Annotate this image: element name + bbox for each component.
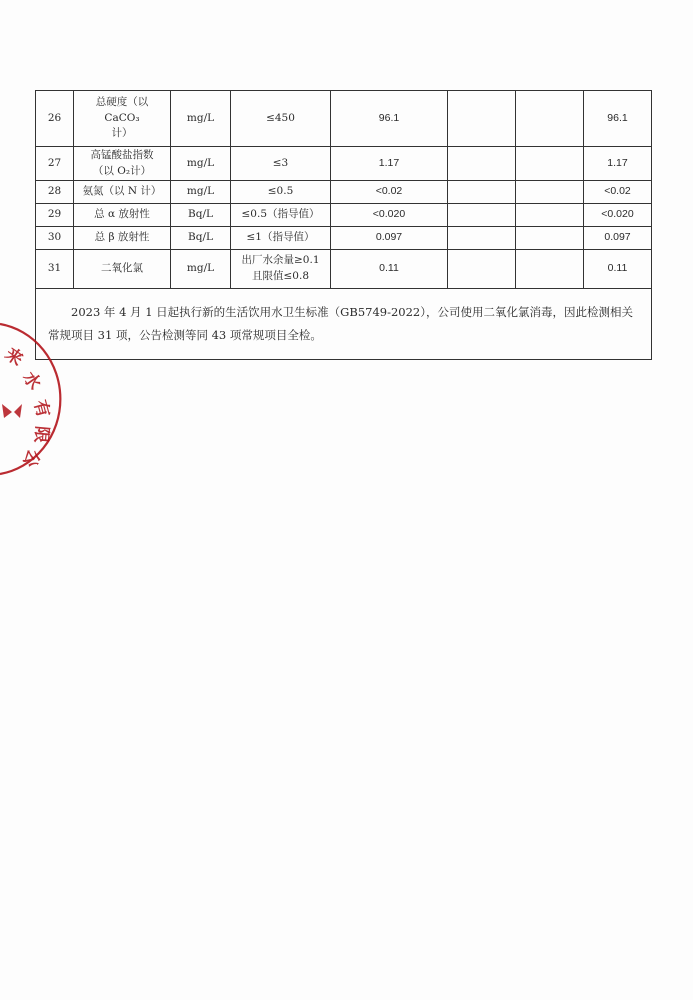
table-row [36,91,652,147]
table-row [36,204,652,227]
result-2 [448,147,516,181]
water-quality-table [35,90,652,360]
seal-char: 水 [18,368,45,394]
row-number: 31 [36,250,74,289]
limit: ≤1（指导值） [231,227,331,250]
seal-char: 有 [29,397,54,420]
result-2 [448,250,516,289]
footnote-text: 2023 年 4 月 1 日起执行新的生活饮用水卫生标准（GB5749-2022），公司使用二氧化氯消毒，因此检测相关常规项目 31 项，公告检测等同 43 项常规项目全检。 [48,305,633,342]
unit: mg/L [171,147,231,181]
result-4: <0.020 [584,204,652,227]
note-row [36,289,652,360]
item-name: 二氧化氯 [74,250,171,289]
result-3 [516,250,584,289]
limit: ≤0.5（指导值） [231,204,331,227]
item-name-line2: （以 O₂计） [92,164,152,177]
table-row [36,227,652,250]
row-number: 27 [36,147,74,181]
unit: mg/L [171,91,231,147]
seal-mark-icon [14,404,22,418]
unit: mg/L [171,181,231,204]
limit-line2: 且限值≤0.8 [252,270,309,282]
item-name-line1: 总硬度（以 CaCO₃ [95,95,149,124]
result-1: <0.02 [331,181,448,204]
limit [231,250,331,289]
table-row [36,181,652,204]
result-2 [448,91,516,147]
limit: ≤450 [231,91,331,147]
limit: ≤0.5 [231,181,331,204]
item-name [74,147,171,181]
row-number: 29 [36,204,74,227]
row-number: 28 [36,181,74,204]
table-row [36,250,652,289]
result-4: <0.02 [584,181,652,204]
unit: Bq/L [171,227,231,250]
result-4: 1.17 [584,147,652,181]
seal-char: 公 [18,446,44,470]
unit: Bq/L [171,204,231,227]
result-4: 96.1 [584,91,652,147]
item-name [74,91,171,147]
table-row [36,147,652,181]
item-name: 氨氮（以 N 计） [74,181,171,204]
result-1: 96.1 [331,91,448,147]
limit-line1: 出厂水余量≥0.1 [241,254,320,267]
result-2 [448,204,516,227]
result-3 [516,204,584,227]
result-2 [448,227,516,250]
result-1: <0.020 [331,204,448,227]
result-3 [516,227,584,250]
item-name: 总 β 放射性 [74,227,171,250]
result-1: 0.11 [331,250,448,289]
seal-char: 来 [1,344,27,371]
result-3 [516,181,584,204]
result-1: 1.17 [331,147,448,181]
row-number: 26 [36,91,74,147]
result-4: 0.11 [584,250,652,289]
item-name: 总 α 放射性 [74,204,171,227]
seal-char: 限 [30,425,52,444]
item-name-line1: 高锰酸盐指数 [90,148,154,161]
limit: ≤3 [231,147,331,181]
result-1: 0.097 [331,227,448,250]
item-name-line2: 计） [111,127,133,140]
result-3 [516,147,584,181]
result-3 [516,91,584,147]
result-2 [448,181,516,204]
row-number: 30 [36,227,74,250]
footnote-cell [36,289,652,360]
result-4: 0.097 [584,227,652,250]
seal-mark-icon [2,404,12,418]
unit: mg/L [171,250,231,289]
